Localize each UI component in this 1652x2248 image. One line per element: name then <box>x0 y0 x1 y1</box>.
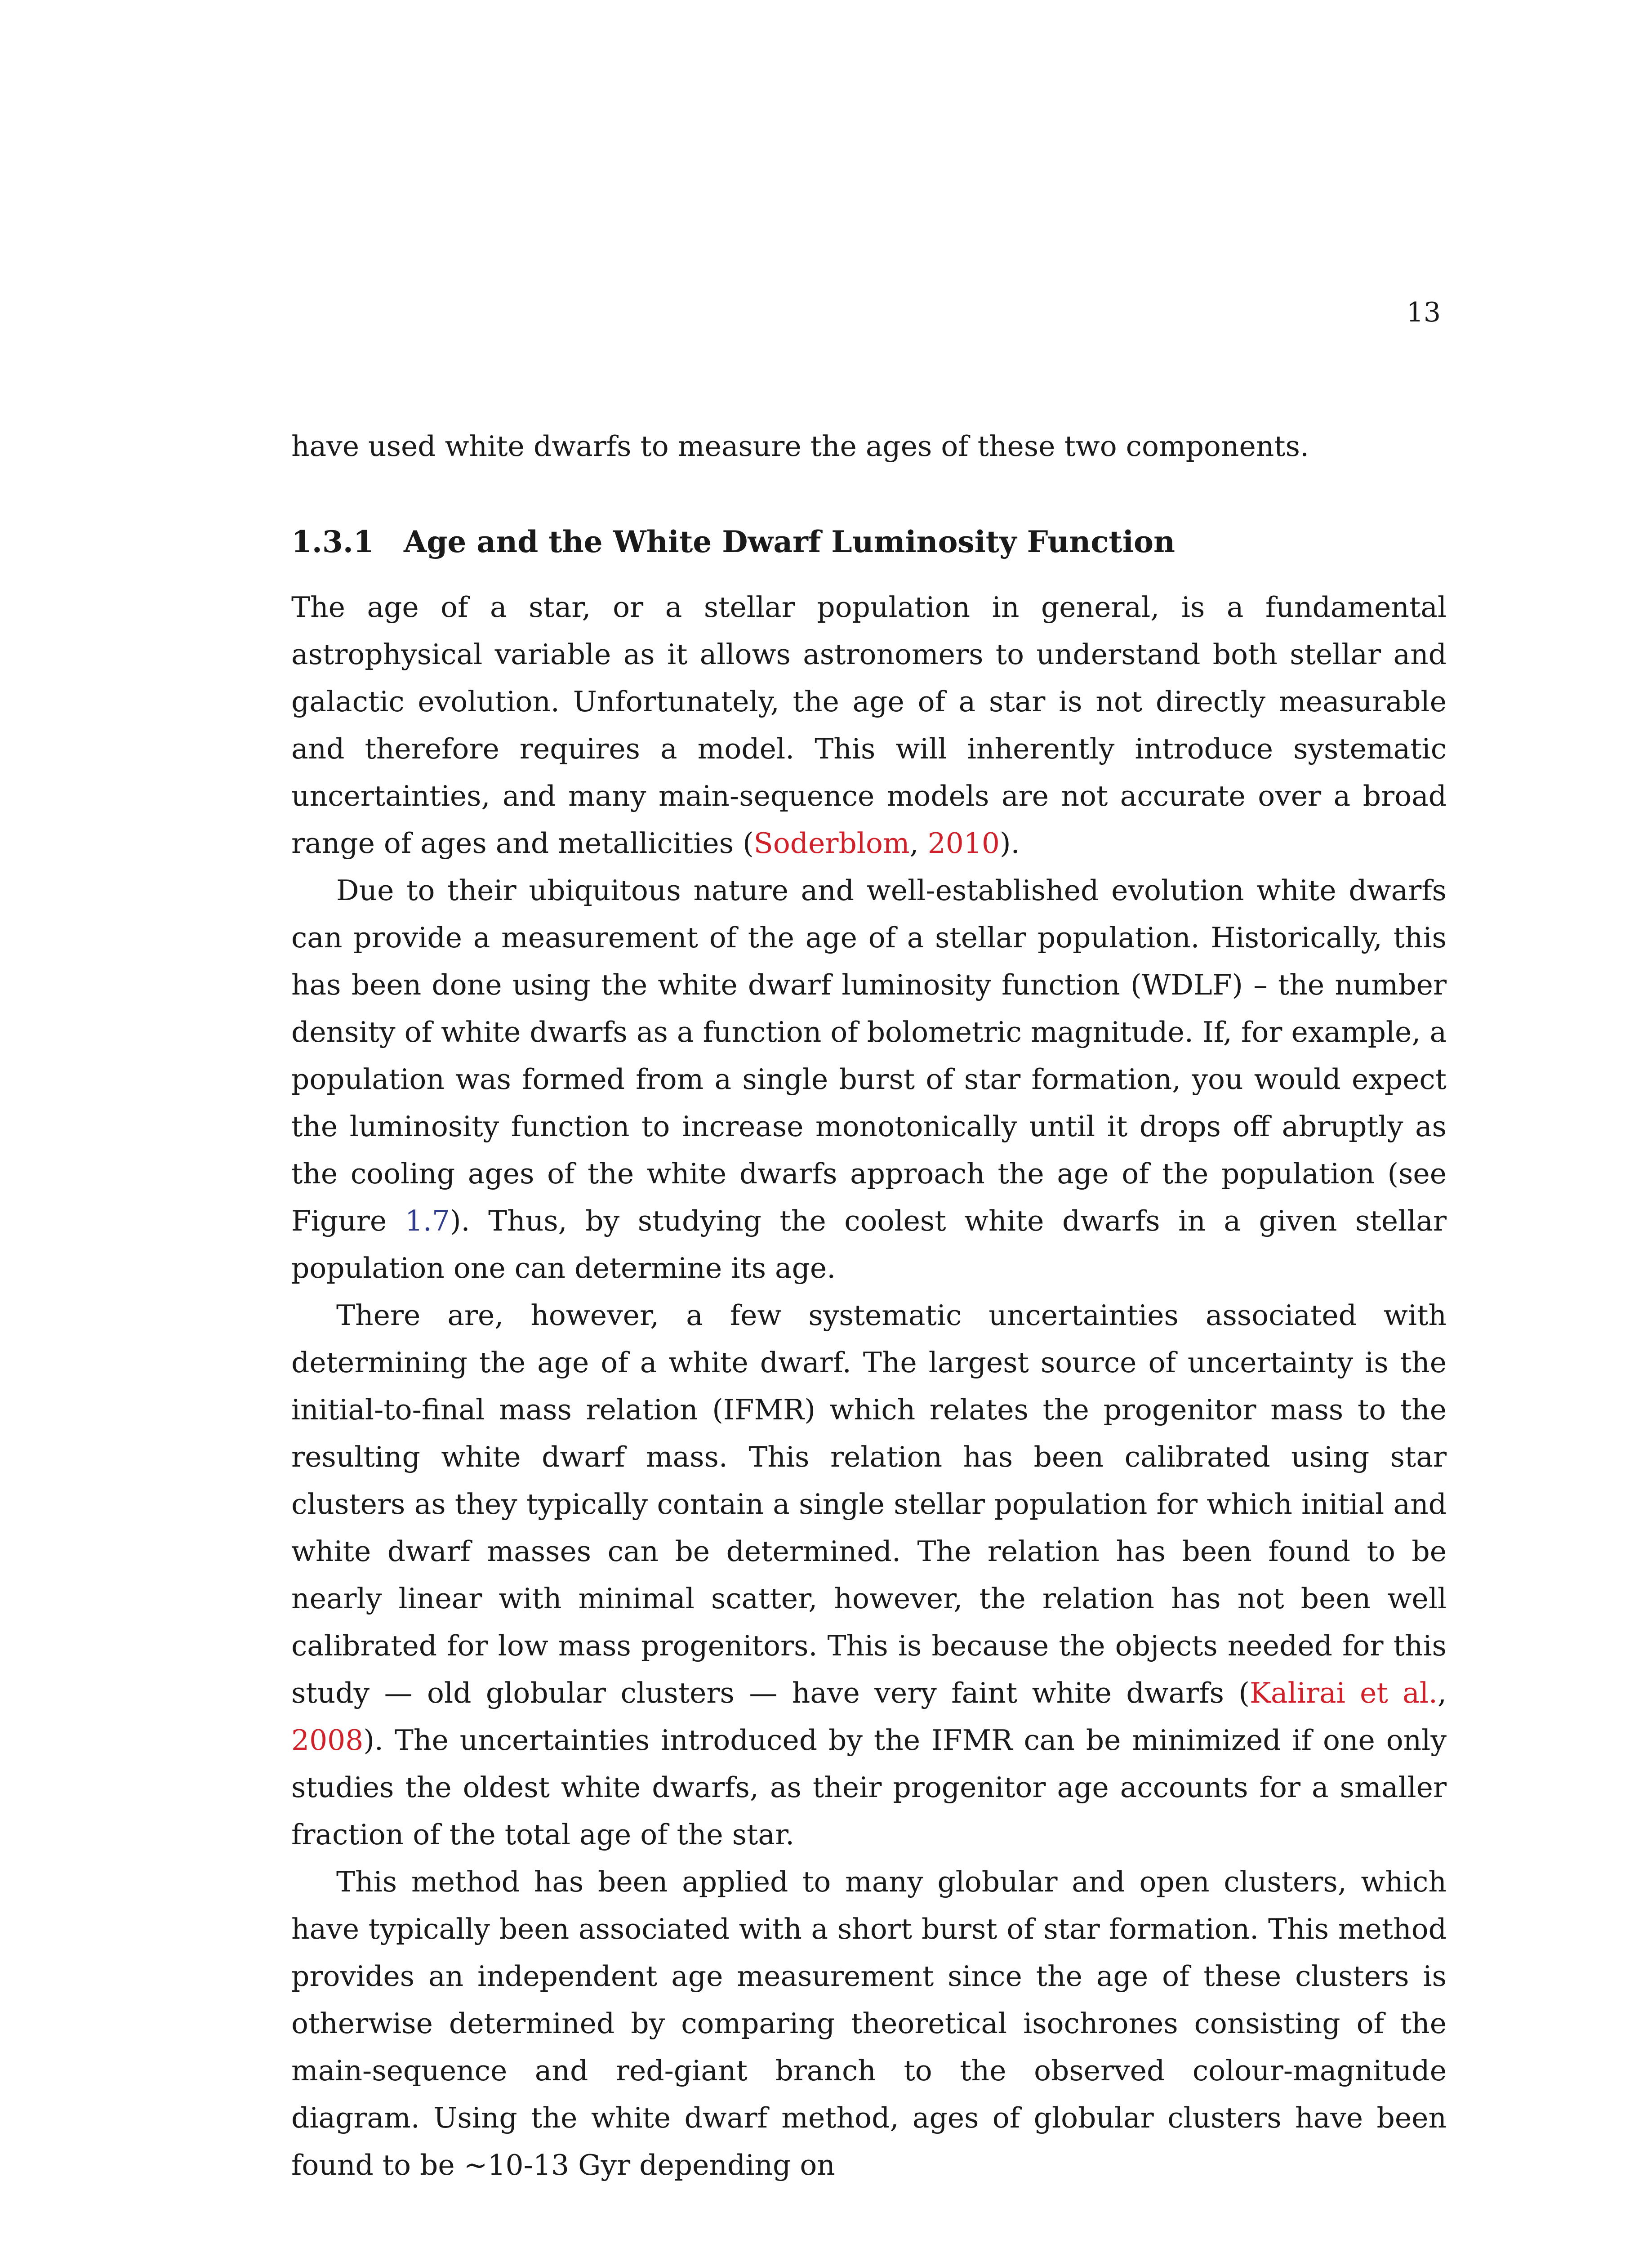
citation-link-year[interactable]: 2010 <box>927 827 1000 860</box>
paragraph-3: There are, however, a few systematic uncertainties associated with determining the age of a white dwarf. The largest source of uncertainty is the initial-to-final mass relation (IFMR) which relates the progenitor mass to the resulting white dwarf mass. This relation has been calibrated using star clusters as they typically contain a single stellar population for which initial and white dwarf masses can be determined. The relation has been found to be nearly linear with minimal scatter, however, the relation has not been well calibrated for low mass progenitors. This is because the objects needed for this study — old globular clusters — have very faint white dwarfs (Kalirai et al., 2008). The uncertainties introduced by the IFMR can be minimized if one only studies the oldest white dwarfs, as their progenitor age accounts for a smaller fraction of the total age of the star. <box>291 1299 1447 1851</box>
section-number: 1.3.1 <box>291 524 374 559</box>
citation-link-year[interactable]: 2008 <box>291 1724 364 1757</box>
paragraph-2: Due to their ubiquitous nature and well-established evolution white dwarfs can provide a measurement of the age of a stellar population. Historically, this has been done using the white dwarf luminosity function (WDLF) – the number density of white dwarfs as a function of bolometric magnitude. If, for example, a population was formed from a single burst of star formation, you would expect the luminosity function to increase monotonically until it drops off abruptly as the cooling ages of the white dwarfs approach the age of the population (see Figure 1.7). Thus, by studying the coolest white dwarfs in a given stellar population one can determine its age. <box>291 874 1447 1285</box>
page-number: 13 <box>1406 297 1441 328</box>
section-title: Age and the White Dwarf Luminosity Function <box>404 524 1175 559</box>
section-body <box>291 584 1447 2189</box>
section-heading <box>291 522 1447 562</box>
citation-link-author[interactable]: Soderblom <box>753 827 910 860</box>
figure-reference-link[interactable]: 1.7 <box>405 1204 450 1237</box>
lead-paragraph: have used white dwarfs to measure the ages of these two components. <box>291 430 1309 463</box>
paragraph-4: This method has been applied to many globular and open clusters, which have typically been associated with a short burst of star formation. This method provides an independent age measurement since the age of these clusters is otherwise determined by comparing theoretical isochrones consisting of the main-sequence and red-giant branch to the observed colour-magnitude diagram. Using the white dwarf method, ages of globular clusters have been found to be ∼10-13 Gyr depending on <box>291 1865 1447 2181</box>
paragraph-1: The age of a star, or a stellar population in general, is a fundamental astrophysical variable as it allows astronomers to understand both stellar and galactic evolution. Unfortunately, the age of a star is not directly measurable and therefore requires a model. This will inherently introduce systematic uncertainties, and many main-sequence models are not accurate over a broad range of ages and metallicities (Soderblom, 2010). <box>291 591 1447 860</box>
citation-link-author[interactable]: Kalirai et al. <box>1249 1677 1438 1709</box>
